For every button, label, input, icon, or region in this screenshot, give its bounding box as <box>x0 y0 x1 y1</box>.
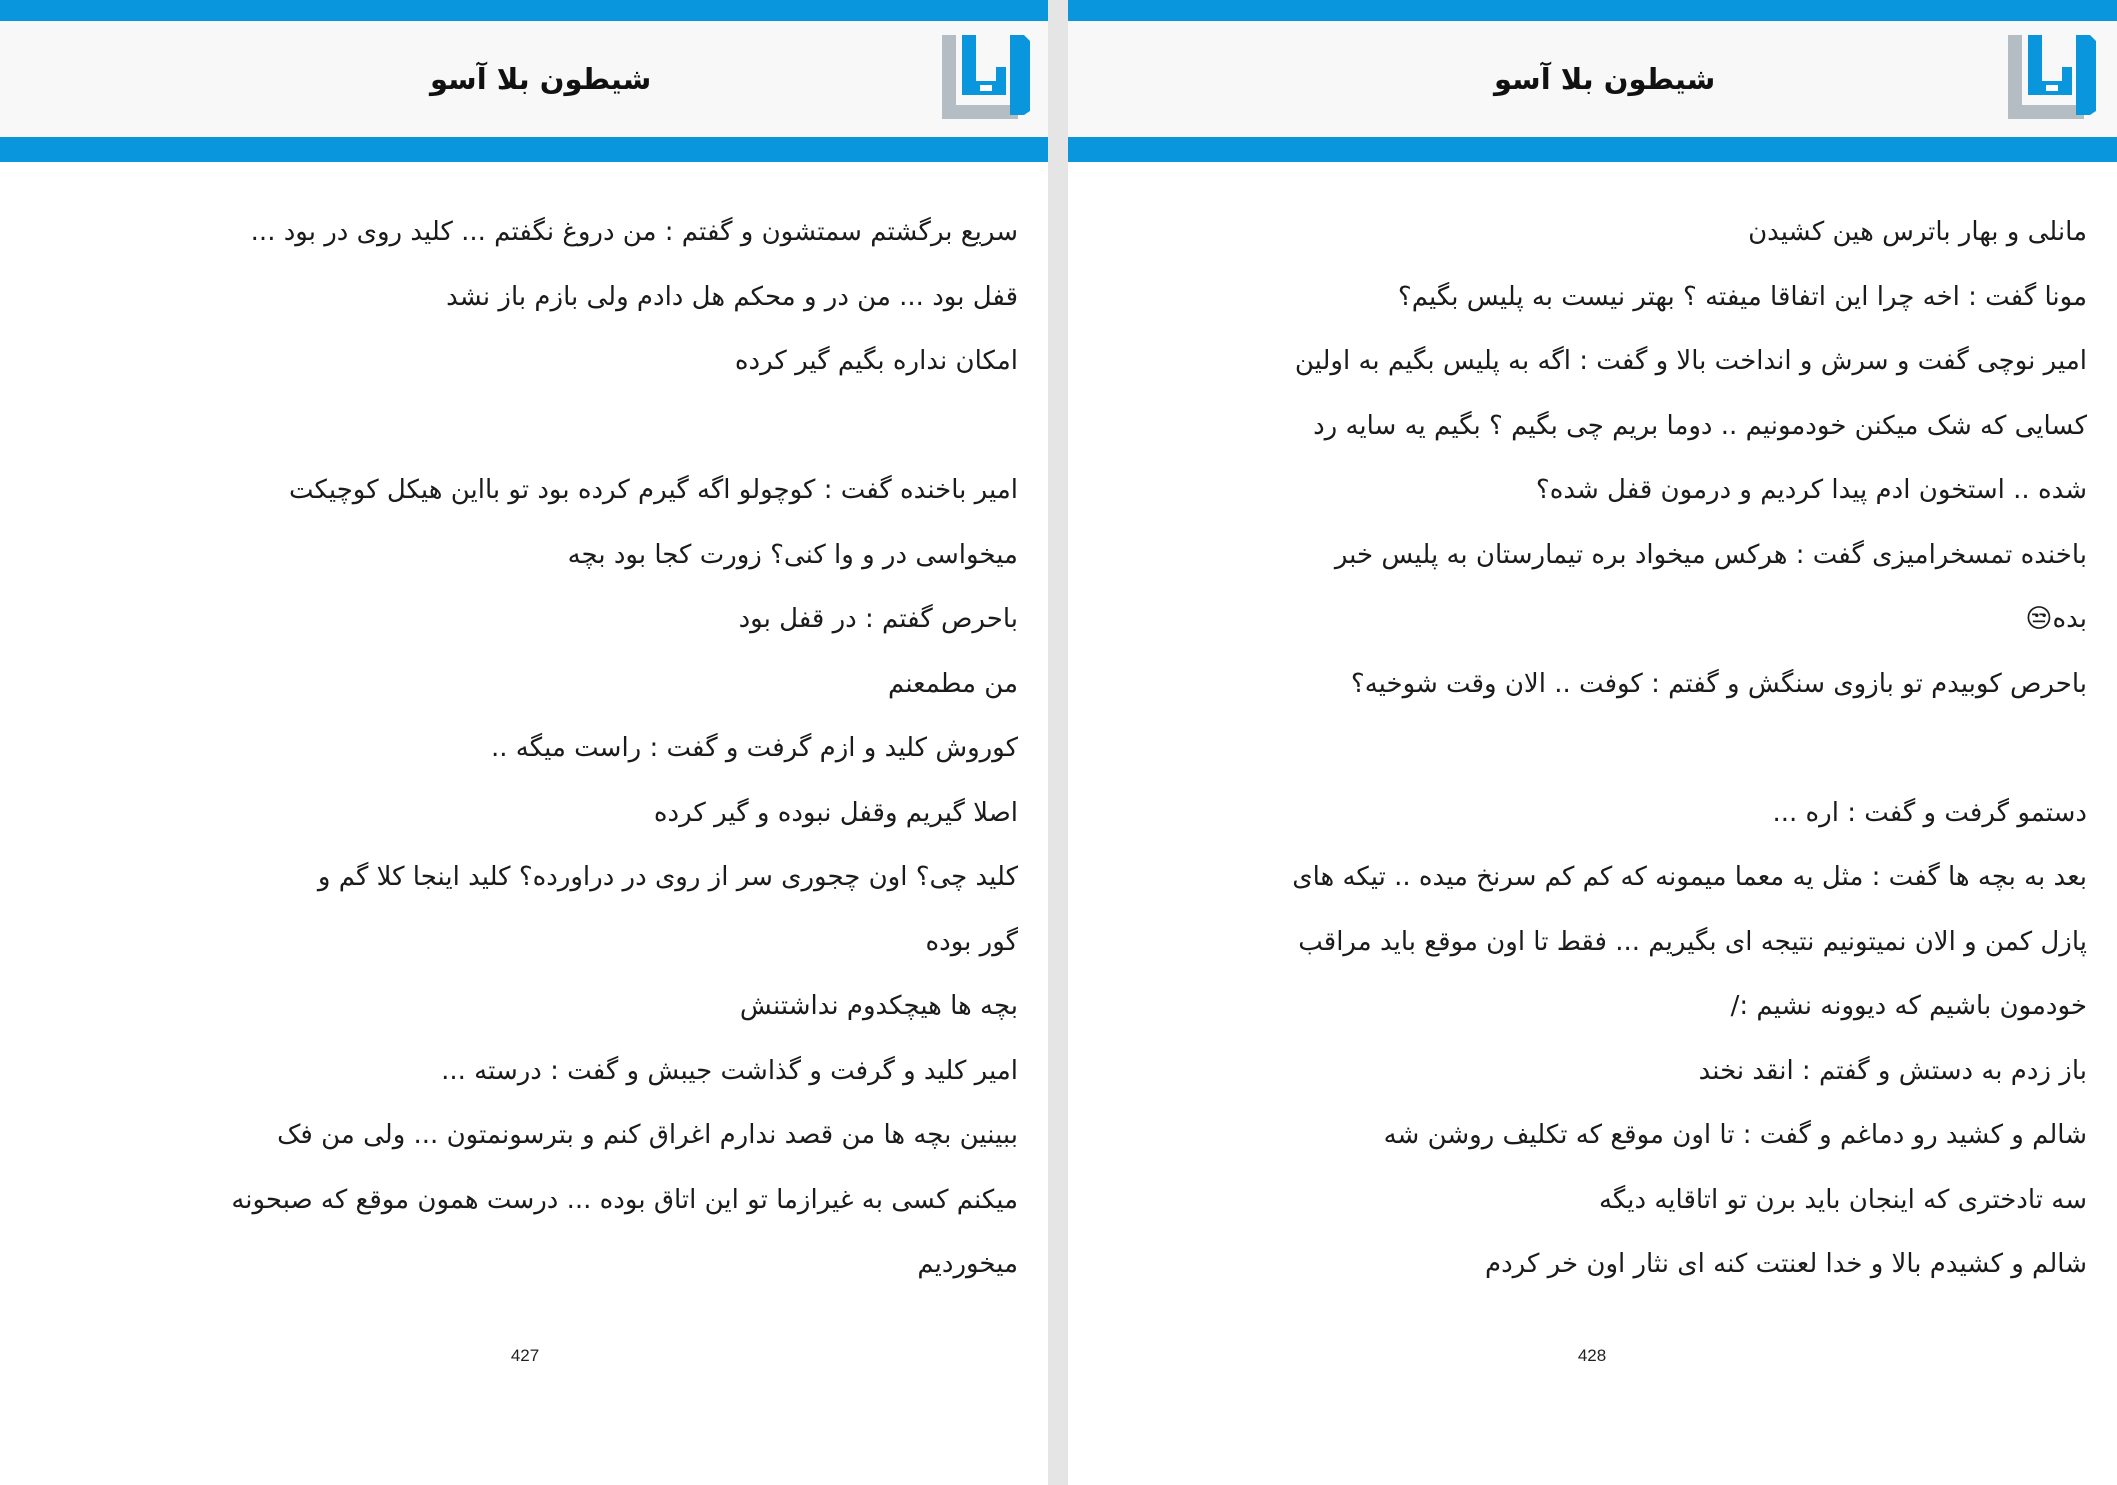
text-line: امکان نداره بگیم گیر کرده <box>734 346 1018 376</box>
text-line: شالم و کشیدم بالا و خدا لعنتت کنه ای نثار اون خر کردم <box>1485 1249 2087 1279</box>
text-line: بچه ها هیچکدوم نداشتنش <box>739 991 1018 1021</box>
text-line: امیر نوچی گفت و سرش و انداخت بالا و گفت : اگه به پلیس بگیم به اولین <box>1294 346 2087 376</box>
page-427 <box>0 0 1048 1485</box>
text-line <box>18 394 1018 459</box>
text-line: سریع برگشتم سمتشون و گفتم : من دروغ نگفتم ... کلید روی در بود ... <box>250 217 1018 247</box>
book-title: شیطون بلا آسو <box>1494 62 1716 96</box>
text-line <box>1087 716 2087 781</box>
page-text <box>1087 200 2087 1297</box>
text-line: باخنده تمسخرامیزی گفت : هرکس میخواد بره تیمارستان به پلیس خبر <box>1334 539 2087 570</box>
text-line: گور بوده <box>925 926 1018 957</box>
text-line: بده😒 <box>2025 604 2087 634</box>
book-title: شیطون بلا آسو <box>430 62 652 96</box>
text-line: کلید چی؟ اون چجوری سر از روی در دراورده؟ کلید اینجا کلا گم و <box>317 862 1018 892</box>
header-top-band <box>1068 0 2117 21</box>
text-line: دستمو گرفت و گفت : اره ... <box>1772 797 2087 828</box>
page-header <box>0 21 1048 137</box>
page-header <box>1068 21 2117 137</box>
text-line: اصلا گیریم وقفل نبوده و گیر کرده <box>653 797 1018 828</box>
text-line: مونا گفت : اخه چرا این اتفاقا میفته ؟ بهتر نیست به پلیس بگیم؟ <box>1397 281 2087 312</box>
text-line: بعد به بچه ها گفت : مثل یه معما میمونه که کم کم سرنخ میده .. تیکه های <box>1292 862 2087 892</box>
publisher-logo-icon <box>2006 33 2100 123</box>
text-line: سه تادختری که اینجان باید برن تو اتاقایه دیگه <box>1598 1184 2087 1215</box>
text-line: باز زدم به دستش و گفتم : انقد نخند <box>1698 1055 2087 1086</box>
text-line: باحرص کوبیدم تو بازوی سنگش و گفتم : کوفت .. الان وقت شوخیه؟ <box>1350 668 2087 699</box>
text-line: خودمون باشیم که دیوونه نشیم :/ <box>1730 991 2087 1021</box>
page-number: 427 <box>510 1346 540 1365</box>
page-text <box>18 200 1018 1297</box>
text-line: امیر کلید و گرفت و گذاشت جیبش و گفت : درسته ... <box>441 1055 1018 1086</box>
text-line: باحرص گفتم : در قفل بود <box>738 604 1018 634</box>
text-line: پازل کمن و الان نمیتونیم نتیجه ای بگیریم ... فقط تا اون موقع باید مراقب <box>1298 926 2087 957</box>
text-line: من مطمعنم <box>888 668 1018 699</box>
text-line: شالم و کشید رو دماغم و گفت : تا اون موقع که تکلیف روشن شه <box>1383 1120 2087 1150</box>
text-line: میکنم کسی به غیرازما تو این اتاق بوده ... درست همون موقع که صبحونه <box>231 1184 1018 1215</box>
text-line: کسایی که شک میکنن خودمونیم .. دوما بریم چی بگیم ؟ بگیم یه سایه رد <box>1313 410 2087 441</box>
page-number: 428 <box>1577 1346 1607 1365</box>
text-line: امیر باخنده گفت : کوچولو اگه گیرم کرده بود تو بااین هیکل کوچیکت <box>288 475 1018 505</box>
text-line: میخواسی در و وا کنی؟ زورت کجا بود بچه <box>567 539 1018 570</box>
text-line: ببینین بچه ها من قصد ندارم اغراق کنم و بترسونمتون ... ولی من فک <box>277 1120 1018 1150</box>
text-line: کوروش کلید و ازم گرفت و گفت : راست میگه .. <box>491 733 1018 763</box>
header-bottom-band <box>1068 137 2117 162</box>
text-line: قفل بود ... من در و محکم هل دادم ولی بازم باز نشد <box>446 281 1018 312</box>
text-line: میخوردیم <box>917 1249 1018 1279</box>
header-bottom-band <box>0 137 1048 162</box>
text-line: شده .. استخون ادم پیدا کردیم و درمون قفل شده؟ <box>1535 475 2087 505</box>
header-top-band <box>0 0 1048 21</box>
text-line: مانلی و بهار باترس هین کشیدن <box>1748 217 2087 247</box>
publisher-logo-icon <box>940 33 1034 123</box>
page-428 <box>1068 0 2117 1485</box>
